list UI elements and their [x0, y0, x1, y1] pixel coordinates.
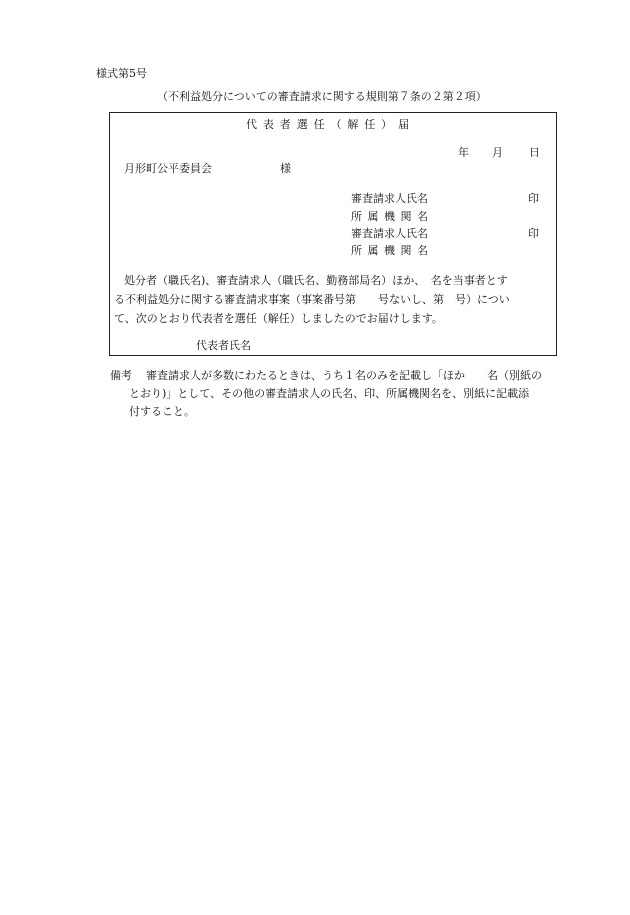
date-day-label: 日	[529, 146, 540, 159]
addressee-honorific: 様	[280, 162, 291, 175]
date-year-label: 年	[458, 146, 469, 159]
seal-mark: 印	[528, 227, 539, 240]
claimant-dept-label: 所属機関名	[351, 244, 434, 257]
representative-name-label: 代表者氏名	[196, 339, 251, 352]
body-paragraph-line: 処分者（職氏名)、審査請求人（職氏名、勤務部局名）ほか、 名を当事者とす	[124, 274, 508, 287]
body-paragraph-line: る不利益処分に関する審査請求事案（事案番号第 号ないし、第 号）につい	[114, 293, 510, 306]
claimant-dept-label: 所属機関名	[351, 210, 434, 223]
date-month-label: 月	[492, 146, 503, 159]
rule-reference: （不利益処分についての審査請求に関する規則第７条の２第２項）	[157, 90, 487, 103]
body-paragraph-line: て、次のとおり代表者を選任（解任）しましたのでお届けします。	[114, 312, 443, 325]
remarks-line: 付すること。	[129, 405, 195, 418]
remarks-line: とおり)」として、その他の審査請求人の氏名、印、所属機関名を、別紙に記載添	[129, 387, 530, 400]
claimant-name-label: 審査請求人氏名	[351, 192, 428, 205]
form-number: 様式第5号	[96, 67, 147, 80]
form-title: 代 表 者 選 任 （ 解 任 ） 届	[246, 118, 411, 131]
seal-mark: 印	[528, 192, 539, 205]
remarks-label: 備考	[110, 369, 132, 382]
remarks-line: 審査請求人が多数にわたるときは、うち１名のみを記載し「ほか 名（別紙の	[146, 369, 542, 382]
claimant-name-label: 審査請求人氏名	[351, 227, 428, 240]
addressee: 月形町公平委員会	[124, 162, 212, 175]
